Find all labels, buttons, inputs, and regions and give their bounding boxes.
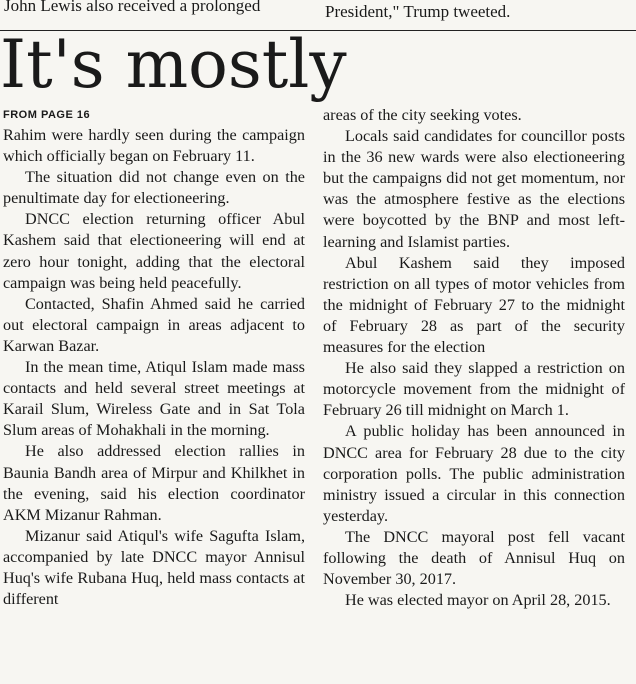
- jump-line: FROM PAGE 16: [3, 109, 91, 121]
- paragraph: In the mean time, Atiqul Islam made mass contacts and held several street meetings at Karail Slum, Wireless Gate and in Sat Tola Slum areas of Mohakhali in the morning.: [3, 358, 305, 440]
- paragraph: A public holiday has been announced in DNCC area for February 28 due to the city corporation polls. The public administration ministry issued a circular in this connection yesterday.: [323, 422, 625, 525]
- headline: It's mostly: [0, 26, 347, 103]
- previous-story-tail-right: President," Trump tweeted.: [325, 2, 511, 21]
- paragraph: The situation did not change even on the penultimate day for electioneering.: [3, 168, 305, 208]
- paragraph: He also said they slapped a restriction on motorcycle movement from the midnight of February 26 till midnight on March 1.: [323, 359, 625, 420]
- paragraph: Abul Kashem said they imposed restriction on all types of motor vehicles from the midnight of February 27 to the midnight of February 28 as part of the security measures for the election: [323, 253, 625, 357]
- paragraph: He was elected mayor on April 28, 2015.: [345, 591, 611, 610]
- paragraph: Rahim were hardly seen during the campaign which officially began on February 11.: [3, 126, 305, 166]
- paragraph: Locals said candidates for councillor posts in the 36 new wards were also electioneering but the campaigns did not get momentum, nor was the atmosphere festive as the elections were boycotted by the BNP and most left-learning and Islamist parties.: [323, 127, 625, 251]
- paragraph: areas of the city seeking votes.: [323, 106, 522, 124]
- paragraph: Mizanur said Atiqul's wife Sagufta Islam, accompanied by late DNCC mayor Annisul Huq's wife Rubana Huq, held mass contacts at different: [3, 526, 305, 609]
- paragraph: The DNCC mayoral post fell vacant following the death of Annisul Huq on November 30, 2017.: [323, 527, 625, 589]
- paragraph: He also addressed election rallies in Baunia Bandh area of Mirpur and Khilkhet in the evening, said his election coordinator AKM Mizanur Rahman.: [3, 442, 305, 524]
- article-column-right: [323, 105, 625, 611]
- paragraph: Contacted, Shafin Ahmed said he carried out electoral campaign in areas adjacent to Karwan Bazar.: [3, 294, 305, 355]
- top-strip: [0, 0, 636, 26]
- paragraph: DNCC election returning officer Abul Kashem said that electioneering will end at zero hour tonight, adding that the electoral campaign was being held peacefully.: [3, 210, 305, 292]
- previous-story-tail: John Lewis also received a prolonged: [4, 0, 261, 15]
- article-column-left: [3, 105, 305, 610]
